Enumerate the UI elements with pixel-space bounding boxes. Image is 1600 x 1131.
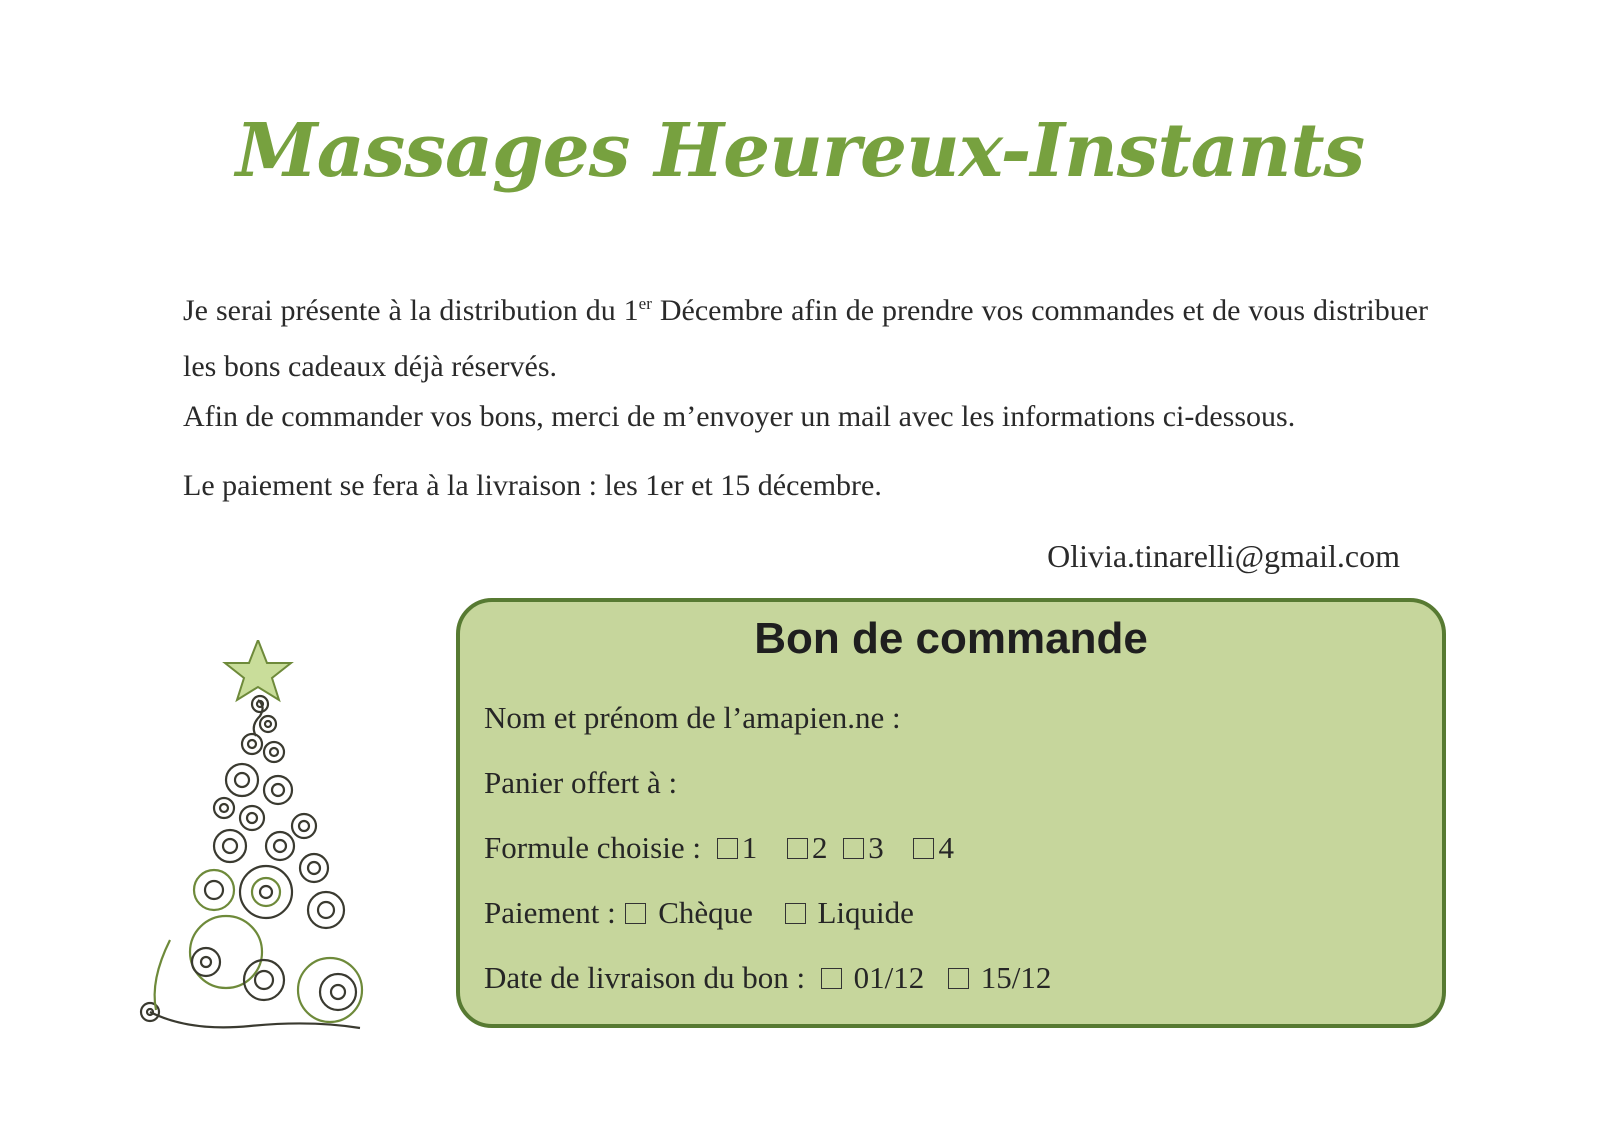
checkbox-icon[interactable] bbox=[821, 968, 842, 989]
formula-option-1[interactable]: 1 bbox=[717, 830, 758, 866]
intro-text-start: Je serai présente à la distribution du 1 bbox=[183, 294, 639, 327]
checkbox-icon[interactable] bbox=[913, 838, 934, 859]
star-icon bbox=[225, 640, 291, 700]
checkbox-icon[interactable] bbox=[948, 968, 969, 989]
customer-name-label: Nom et prénom de l’amapien.ne : bbox=[484, 700, 901, 735]
basket-recipient-field[interactable] bbox=[484, 765, 677, 801]
order-form-title: Bon de commande bbox=[754, 614, 1148, 663]
delivery-option-1512[interactable]: 15/12 bbox=[948, 960, 1051, 996]
intro-paragraph-1 bbox=[183, 276, 1428, 395]
checkbox-icon[interactable] bbox=[625, 903, 646, 924]
delivery-option-0112[interactable]: 01/12 bbox=[821, 960, 924, 996]
intro-text-end: Décembre afin de prendre vos commandes et de vous distribuer les bons cadeaux déjà réservés. bbox=[183, 294, 1428, 383]
intro-paragraph-2: Afin de commander vos bons, merci de m’envoyer un mail avec les informations ci-dessous. bbox=[183, 400, 1296, 433]
delivery-date-row bbox=[484, 960, 1051, 996]
page-title: Massages Heureux-Instants bbox=[235, 108, 1365, 194]
ordinal-superscript: er bbox=[638, 294, 652, 313]
formula-option-2[interactable]: 2 bbox=[787, 830, 828, 866]
payment-row bbox=[484, 895, 914, 931]
delivery-date-label: Date de livraison du bon : bbox=[484, 960, 806, 995]
payment-option-cheque[interactable]: Chèque bbox=[625, 895, 752, 931]
payment-label: Paiement : bbox=[484, 895, 616, 930]
formula-label: Formule choisie : bbox=[484, 830, 701, 865]
checkbox-icon[interactable] bbox=[843, 838, 864, 859]
customer-name-field[interactable] bbox=[484, 700, 901, 736]
order-form bbox=[456, 598, 1446, 1028]
contact-email: Olivia.tinarelli@gmail.com bbox=[1047, 538, 1400, 574]
christmas-tree-icon bbox=[134, 640, 384, 1050]
payment-option-cash[interactable]: Liquide bbox=[785, 895, 914, 931]
basket-recipient-label: Panier offert à : bbox=[484, 765, 678, 800]
formula-option-4[interactable]: 4 bbox=[913, 830, 954, 866]
checkbox-icon[interactable] bbox=[717, 838, 738, 859]
formula-option-3[interactable]: 3 bbox=[843, 830, 884, 866]
checkbox-icon[interactable] bbox=[785, 903, 806, 924]
intro-paragraph-3: Le paiement se fera à la livraison : les 1er et 15 décembre. bbox=[183, 469, 882, 502]
checkbox-icon[interactable] bbox=[787, 838, 808, 859]
formula-row bbox=[484, 830, 954, 866]
